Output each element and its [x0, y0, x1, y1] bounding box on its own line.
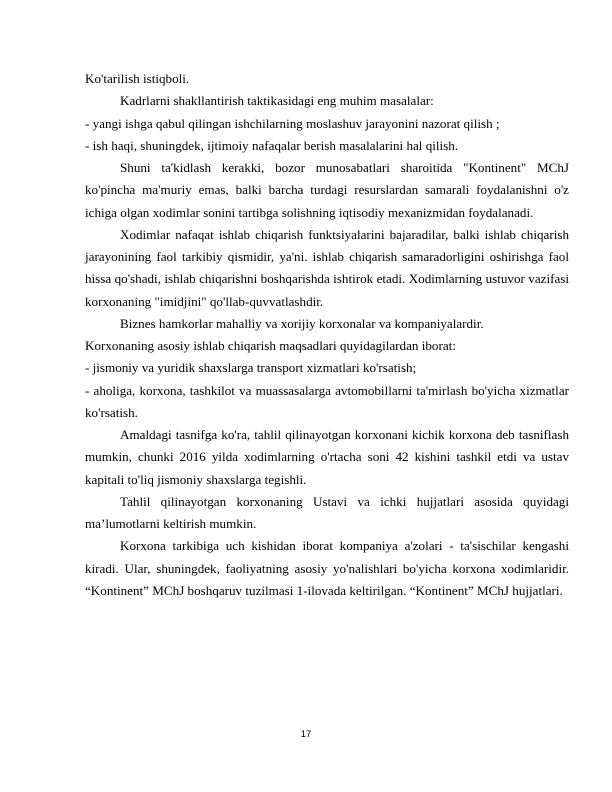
paragraph-career-prospect: Ko'tarilish istiqboli.: [85, 71, 190, 86]
paragraph-economic-mechanism: Shuni ta'kidlash kerakki, bozor munosabatlari sharoitida "Kontinent" MChJ ko'pincha ma'muriy emas, balki barcha turdagi resurslardan samarali foydalanishni o'z ichiga olgan xodimlar sonini tartibga solishning iqtisodiy mexanizmidan foydalanadi.: [85, 160, 569, 220]
paragraph-founders-council: Korxona tarkibiga uch kishidan iborat kompaniya a'zolari - ta'sischilar kengashi kiradi. Ular, shuningdek, faoliyatning asosiy yo'nalishlari bo'yicha korxona xodimlaridir. “Kontinent” MChJ boshqaruv tuzilmasi 1-ilovada keltirilgan. “Kontinent” MChJ hujjatlari.: [85, 538, 569, 598]
paragraph-business-partners: Biznes hamkorlar mahalliy va xorijiy korxonalar va kompaniyalardir.: [120, 315, 484, 331]
paragraph-charter-analysis: Tahlil qilinayotgan korxonaning Ustavi va ichki hujjatlari asosida quyidagi ma’lumotlarni keltirish mumkin.: [85, 493, 569, 531]
paragraph-production-goals-heading: Korxonaning asosiy ishlab chiqarish maqsadlari quyidagilardan iborat:: [85, 338, 456, 353]
paragraph-staffing-tactics-heading: Kadrlarni shakllantirish taktikasidagi eng muhim masalalar:: [120, 93, 434, 109]
paragraph-small-enterprise: Amaldagi tasnifga ko'ra, tahlil qilinayotgan korxonani kichik korxona deb tasniflash mumkin, chunki 2016 yilda xodimlarning o'rtacha soni 42 kishini tashkil etdi va ustav kapitali to'liq jismoniy shaxslarga tegishli.: [85, 427, 569, 487]
paragraph-employee-role: Xodimlar nafaqat ishlab chiqarish funktsiyalarini bajaradilar, balki ishlab chiqarish jarayonining faol tarkibiy qismidir, ya'ni. ishlab chiqarish samaradorligini oshirishga faol hissa qo'shadi, ishlab chiqarishni boshqarishda ishtirok etadi. Xodimlarning ustuvor vazifasi korxonaning "imidjini" qo'llab-quvvatlashdir.: [85, 226, 569, 309]
list-item-repair-services: - aholiga, korxona, tashkilot va muassasalarga avtomobillarni ta'mirlash bo'yicha xizmatlar ko'rsatish.: [85, 382, 569, 420]
page-body: [85, 68, 569, 602]
page-number: 17: [300, 729, 312, 740]
list-item-adaptation-control: - yangi ishga qabul qilingan ishchilarning moslashuv jarayonini nazorat qilish ;: [85, 115, 500, 131]
list-item-wages-benefits: - ish haqi, shuningdek, ijtimoiy nafaqalar berish masalalarini hal qilish.: [85, 137, 459, 153]
list-item-transport-services: - jismoniy va yuridik shaxslarga transport xizmatlari ko'rsatish;: [85, 360, 417, 376]
